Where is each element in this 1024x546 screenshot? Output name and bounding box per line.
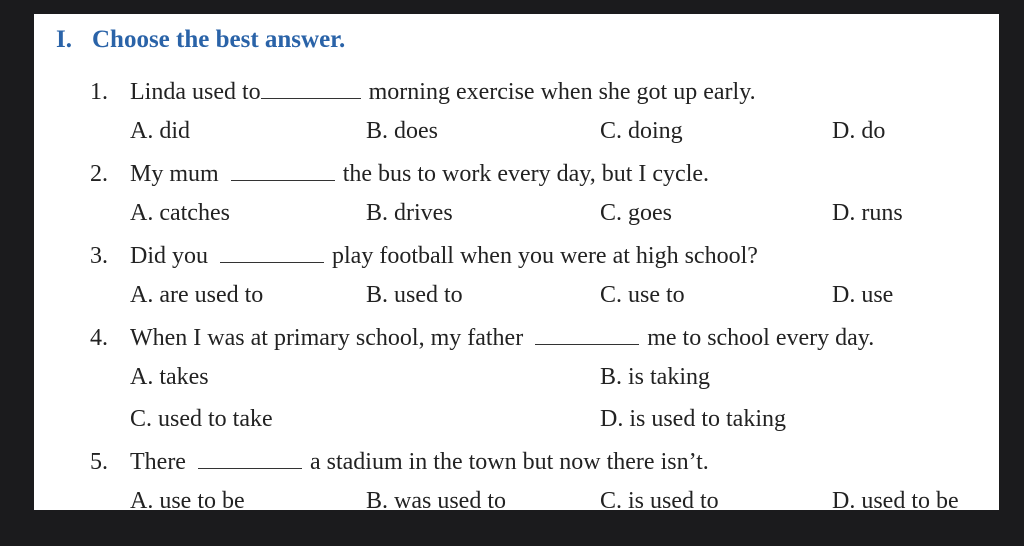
question-number: 4. — [90, 325, 108, 351]
section-heading — [56, 26, 345, 54]
option-d[interactable]: D. is used to taking — [600, 406, 786, 432]
question-text-after: morning exercise when she got up early. — [368, 79, 756, 105]
question-2 — [90, 158, 709, 188]
option-b[interactable]: B. drives — [366, 200, 453, 226]
question-text-after: me to school every day. — [647, 325, 875, 351]
worksheet — [34, 14, 999, 514]
question-number: 5. — [90, 449, 108, 475]
question-text-before: When I was at primary school, my father — [130, 325, 524, 351]
option-d[interactable]: D. do — [832, 118, 886, 144]
option-b[interactable]: B. does — [366, 118, 438, 144]
option-d[interactable]: D. runs — [832, 200, 903, 226]
question-number: 1. — [90, 79, 108, 105]
option-c[interactable]: C. is used to — [600, 488, 719, 514]
question-1 — [90, 76, 756, 106]
answer-blank[interactable] — [261, 76, 361, 99]
answer-blank[interactable] — [220, 240, 324, 263]
question-text-after: a stadium in the town but now there isn’t. — [309, 449, 709, 475]
answer-blank[interactable] — [535, 322, 639, 345]
option-d[interactable]: D. use — [832, 282, 894, 308]
question-5 — [90, 446, 709, 476]
option-c[interactable]: C. used to take — [130, 406, 273, 432]
option-d[interactable]: D. used to be — [832, 488, 959, 514]
option-a[interactable]: A. are used to — [130, 282, 264, 308]
answer-blank[interactable] — [198, 446, 302, 469]
option-b[interactable]: B. was used to — [366, 488, 506, 514]
question-text-after: play football when you were at high school? — [332, 243, 758, 269]
question-text-before: My mum — [130, 161, 219, 187]
section-number: I. — [56, 26, 72, 53]
question-text-after: the bus to work every day, but I cycle. — [342, 161, 710, 187]
option-c[interactable]: C. doing — [600, 118, 683, 144]
question-text-before: There — [130, 449, 186, 475]
option-a[interactable]: A. takes — [130, 364, 209, 390]
question-4 — [90, 322, 874, 352]
option-a[interactable]: A. catches — [130, 200, 230, 226]
option-b[interactable]: B. is taking — [600, 364, 711, 390]
question-text-before: Linda used to — [130, 79, 261, 105]
question-text-before: Did you — [130, 243, 208, 269]
option-c[interactable]: C. goes — [600, 200, 672, 226]
question-number: 3. — [90, 243, 108, 269]
option-a[interactable]: A. did — [130, 118, 190, 144]
section-title: Choose the best answer. — [91, 26, 346, 53]
option-c[interactable]: C. use to — [600, 282, 685, 308]
option-a[interactable]: A. use to be — [130, 488, 245, 514]
question-3 — [90, 240, 758, 270]
answer-blank[interactable] — [231, 158, 335, 181]
question-number: 2. — [90, 161, 108, 187]
option-b[interactable]: B. used to — [366, 282, 463, 308]
